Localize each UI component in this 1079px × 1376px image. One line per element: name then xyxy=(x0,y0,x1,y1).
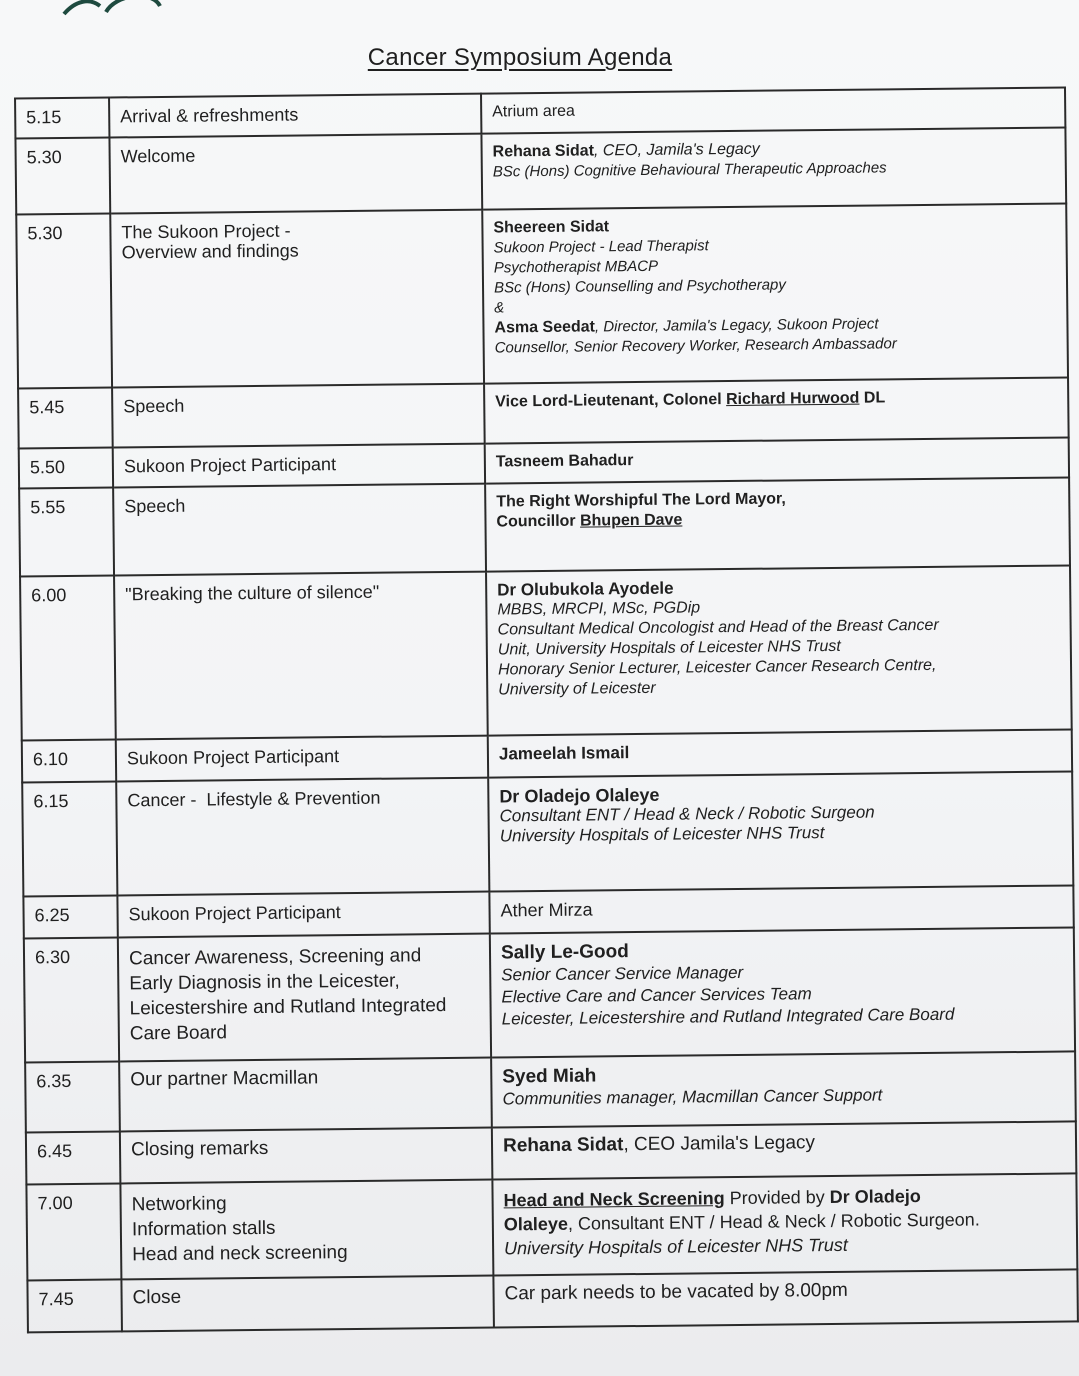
agenda-row xyxy=(20,565,1072,740)
speaker-title: Vice Lord-Lieutenant, Colonel xyxy=(495,391,727,411)
detail-line: University Hospitals of Leicester NHS Trust xyxy=(504,1234,848,1259)
row-session xyxy=(119,1058,492,1132)
row-speaker xyxy=(485,477,1070,571)
detail-line: Unit, University Hospitals of Leicester NHS Trust xyxy=(497,637,841,659)
detail-line: Leicester, Leicestershire and Rutland Integrated Care Board xyxy=(501,1004,955,1029)
detail-line: University of Leicester xyxy=(498,679,656,699)
row-session xyxy=(112,384,485,448)
session-line: Care Board xyxy=(129,1022,228,1045)
session-line: Overview and findings xyxy=(121,240,299,263)
speaker-name: Tasneem Bahadur xyxy=(495,452,634,471)
speaker-name: Jameelah Ismail xyxy=(498,743,630,764)
speaker-postnominal: DL xyxy=(859,389,886,407)
speaker-name: Bhupen Dave xyxy=(579,511,683,530)
row-speaker xyxy=(481,127,1066,209)
detail-line: MBBS, MRCPI, MSc, PGDip xyxy=(497,599,701,619)
session-line: Networking xyxy=(131,1193,227,1216)
session-line: Information stalls xyxy=(131,1217,276,1241)
row-time: 6.00 xyxy=(20,575,116,740)
session-line: Welcome xyxy=(120,145,196,167)
detail-line: Honorary Senior Lecturer, Leicester Cancer Research Centre, xyxy=(497,656,937,679)
speaker-name: Dr Oladejo Olaleye xyxy=(499,784,660,807)
row-session xyxy=(118,934,491,1062)
row-session xyxy=(109,94,481,138)
row-session xyxy=(110,210,484,388)
detail-line: Counsellor, Senior Recovery Worker, Research Ambassador xyxy=(494,335,897,357)
detail-line: BSc (Hons) Cognitive Behavioural Therapeutic Approaches xyxy=(492,159,887,181)
row-speaker xyxy=(493,1269,1078,1327)
speaker-name: Rehana Sidat xyxy=(492,142,595,161)
session-line: Arrival & refreshments xyxy=(120,104,299,127)
row-time: 6.10 xyxy=(22,739,116,782)
row-speaker xyxy=(489,885,1073,933)
speaker-title: The Right Worshipful The Lord Mayor, xyxy=(496,490,786,511)
row-session xyxy=(121,1276,494,1332)
row-time: 7.00 xyxy=(26,1183,121,1280)
session-line: Cancer Awareness, Screening and xyxy=(128,945,422,970)
agenda-table xyxy=(14,86,1079,1333)
row-time: 6.35 xyxy=(25,1061,120,1132)
row-session xyxy=(117,892,489,938)
agenda-row xyxy=(22,771,1073,896)
row-session xyxy=(116,778,489,896)
session-line: Sukoon Project Participant xyxy=(126,746,340,769)
row-session xyxy=(120,1128,493,1184)
speaker-line xyxy=(503,1131,1065,1157)
session-line: Early Diagnosis in the Leicester, xyxy=(129,970,400,995)
session-line: Our partner Macmillan xyxy=(130,1067,319,1091)
speaker-name: Dr Oladejo xyxy=(829,1186,921,1208)
speaker-name: Sheereen Sidat xyxy=(493,218,610,237)
speaker-name: Olaleye xyxy=(503,1213,569,1235)
session-line: The Sukoon Project - xyxy=(121,220,291,243)
agenda-row xyxy=(16,203,1068,388)
row-session xyxy=(109,134,482,214)
agenda-row xyxy=(19,477,1070,576)
row-time: 6.25 xyxy=(23,895,117,938)
page-title: Cancer Symposium Agenda xyxy=(367,44,673,71)
session-line: "Breaking the culture of silence" xyxy=(125,581,380,605)
agenda-row xyxy=(25,1051,1076,1132)
agenda-row xyxy=(24,927,1075,1062)
detail-line: Elective Care and Cancer Services Team xyxy=(501,984,812,1007)
speaker-role: , CEO Jamila's Legacy xyxy=(623,1132,816,1156)
row-time: 5.15 xyxy=(15,98,109,139)
detail-line: University Hospitals of Leicester NHS Trust xyxy=(499,823,825,846)
detail-line: Psychotherapist MBACP xyxy=(493,257,659,277)
row-speaker xyxy=(484,377,1069,443)
session-line: Cancer - Lifestyle & Prevention xyxy=(127,787,381,811)
session-line: Speech xyxy=(124,495,186,517)
agenda-row xyxy=(26,1173,1077,1280)
detail-line: Communities manager, Macmillan Cancer Support xyxy=(502,1085,883,1109)
row-speaker xyxy=(482,203,1068,383)
agenda-row xyxy=(15,127,1066,214)
speaker-role: , CEO, Jamila's Legacy xyxy=(593,140,760,160)
row-time: 5.30 xyxy=(16,214,112,389)
detail-line: Atrium area xyxy=(492,102,575,121)
speaker-name: Ather Mirza xyxy=(500,899,593,921)
row-speaker xyxy=(486,565,1072,735)
row-time: 6.30 xyxy=(24,937,119,1062)
speaker-name: Dr Olubukola Ayodele xyxy=(497,578,674,600)
session-line: Sukoon Project Participant xyxy=(123,454,337,477)
organisation-logo-icon xyxy=(56,0,166,16)
row-speaker xyxy=(492,1173,1077,1275)
speaker-role: , Director, Jamila's Legacy, Sukoon Project xyxy=(594,315,879,336)
detail-line: BSc (Hons) Counselling and Psychotherapy xyxy=(493,276,786,297)
row-session xyxy=(113,484,486,576)
speaker-name: Sally Le-Good xyxy=(500,941,629,964)
row-session xyxy=(116,736,488,782)
row-speaker xyxy=(492,1121,1077,1179)
agenda-row xyxy=(27,1269,1077,1332)
speaker-name: Syed Miah xyxy=(502,1065,597,1088)
row-speaker xyxy=(488,771,1073,891)
row-time: 6.45 xyxy=(26,1131,121,1184)
session-line: Closing remarks xyxy=(130,1137,269,1161)
detail-line: Senior Cancer Service Manager xyxy=(501,962,744,985)
speaker-name: Rehana Sidat xyxy=(502,1134,624,1157)
row-speaker xyxy=(485,437,1069,483)
closing-note: Car park needs to be vacated by 8.00pm xyxy=(504,1279,848,1305)
session-line: Head and neck screening xyxy=(132,1242,348,1266)
row-time: 5.45 xyxy=(18,387,113,448)
session-line: Leicestershire and Rutland Integrated xyxy=(129,995,447,1020)
row-speaker xyxy=(491,1051,1076,1127)
session-line: Sukoon Project Participant xyxy=(128,902,341,925)
detail-line: & xyxy=(494,299,505,317)
row-time: 6.15 xyxy=(22,781,117,896)
agenda-table-wrapper xyxy=(0,86,1079,1357)
row-speaker xyxy=(481,87,1065,133)
speaker-name: Asma Seedat xyxy=(494,318,596,337)
session-line: Speech xyxy=(123,395,185,417)
screening-title: Head and Neck Screening xyxy=(503,1188,725,1211)
agenda-row xyxy=(18,377,1069,448)
speaker-name: Richard Hurwood xyxy=(725,389,860,409)
row-session xyxy=(114,572,488,740)
detail-line: Sukoon Project - Lead Therapist xyxy=(493,237,709,257)
detail-line: Consultant Medical Oncologist and Head of the Breast Cancer xyxy=(497,616,939,639)
session-line: Close xyxy=(132,1286,182,1309)
row-time: 5.55 xyxy=(19,487,114,576)
speaker-role: , Consultant ENT / Head & Neck / Robotic Surgeon. xyxy=(567,1209,980,1234)
row-time: 5.30 xyxy=(15,138,110,215)
row-speaker xyxy=(490,927,1075,1057)
row-time: 5.50 xyxy=(19,447,113,488)
speaker-prefix: Councillor xyxy=(496,512,581,531)
row-speaker xyxy=(488,729,1072,777)
detail-line: Consultant ENT / Head & Neck / Robotic Surgeon xyxy=(499,802,875,826)
row-time: 7.45 xyxy=(27,1279,122,1332)
screening-provider-text: Provided by xyxy=(724,1187,830,1209)
row-session xyxy=(113,444,485,488)
row-session xyxy=(120,1180,493,1280)
